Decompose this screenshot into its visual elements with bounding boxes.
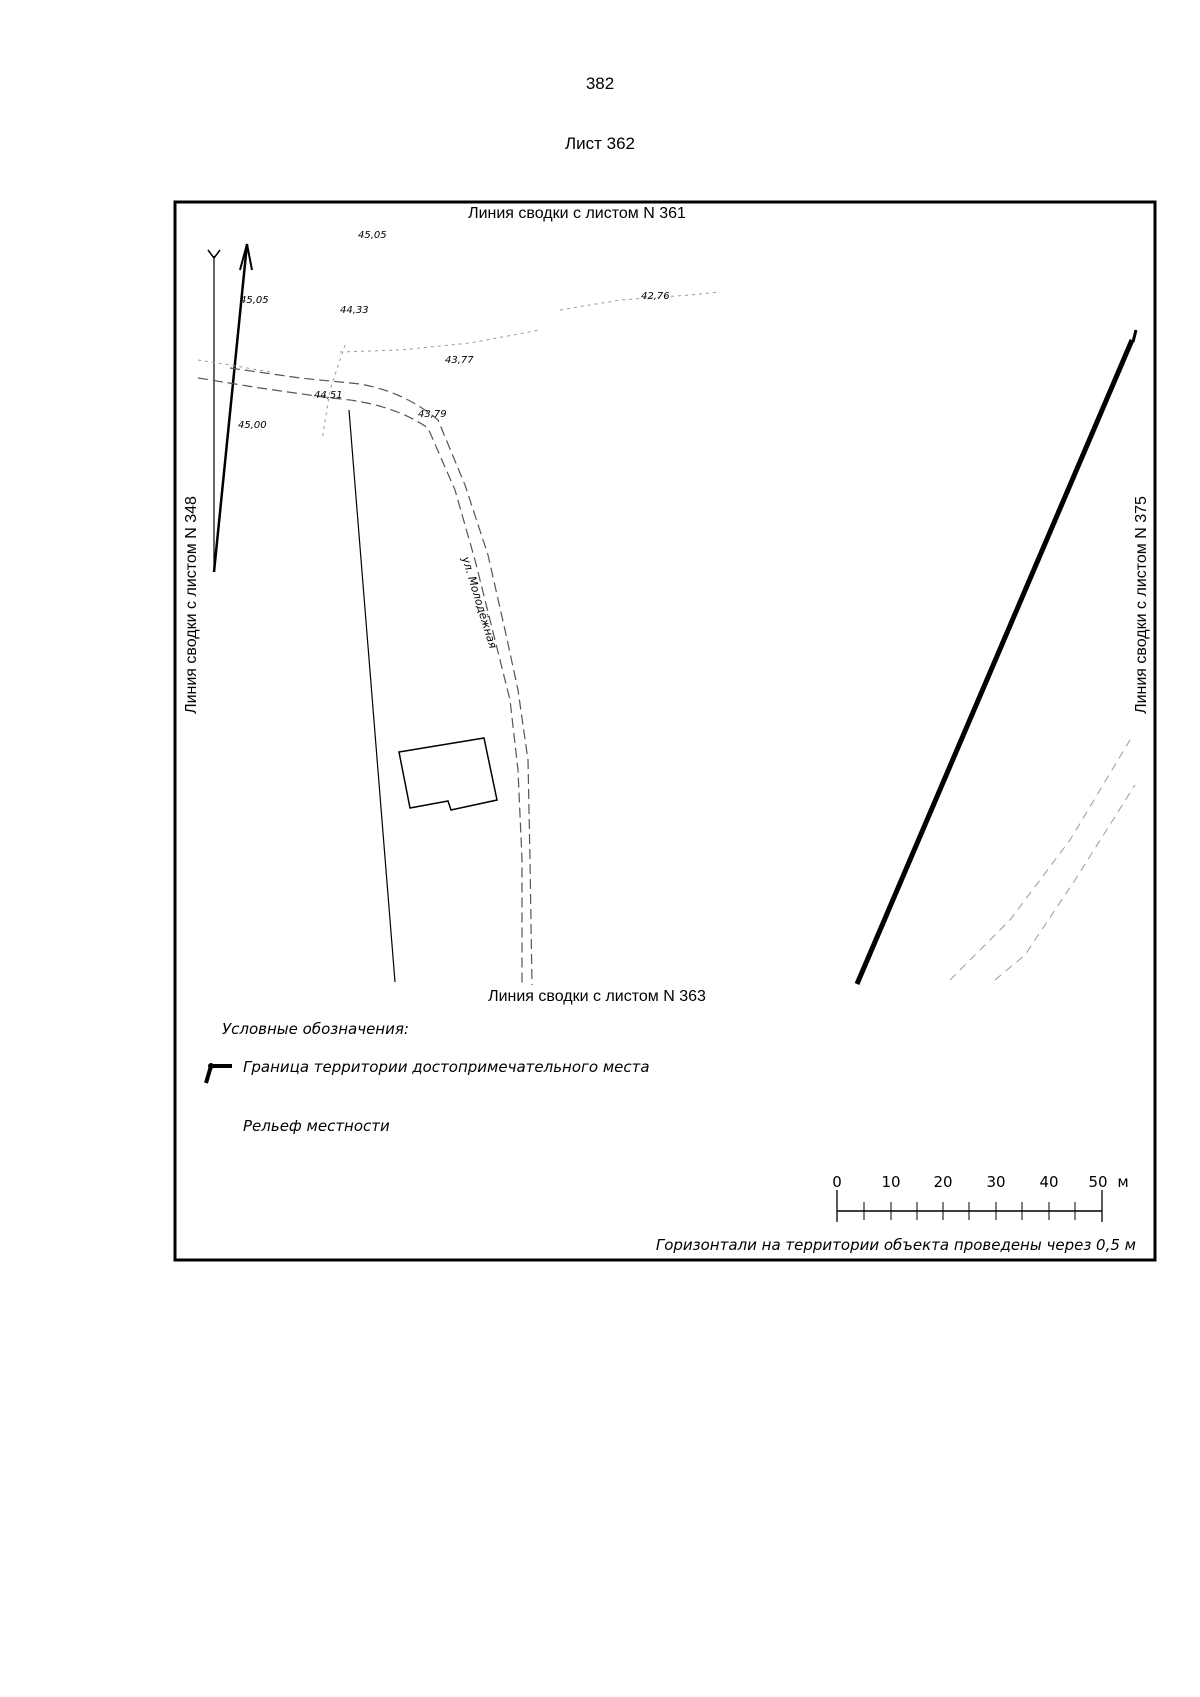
scale-tick-label: 40 [1039, 1173, 1059, 1191]
scale-tick-label: 50 [1088, 1173, 1108, 1191]
contour-note: Горизонтали на территории объекта проведены через 0,5 м [655, 1236, 1136, 1254]
scale-unit: м [1117, 1173, 1129, 1191]
scale-tick-label: 0 [832, 1173, 842, 1191]
elevation-marks [238, 230, 670, 431]
parcel-line [349, 410, 395, 982]
sheet-title: Лист 362 [564, 134, 636, 153]
elevation-label: 45,05 [240, 295, 269, 306]
elevation-label: 43,79 [418, 409, 447, 420]
relief-lines-lower-right [950, 740, 1135, 980]
boundary-legend-icon [206, 1063, 232, 1083]
elevation-label: 44,51 [314, 390, 343, 401]
street-road [198, 368, 532, 985]
building-outline [399, 738, 497, 810]
edge-label-right: Линия сводки с листом N 375 [1133, 496, 1150, 714]
heritage-boundary-end [1133, 330, 1136, 342]
scale-tick-label: 10 [881, 1173, 901, 1191]
legend-item-boundary: Граница территории достопримечательного места [243, 1058, 650, 1076]
elevation-label: 42,76 [641, 291, 670, 302]
legend-title: Условные обозначения: [222, 1020, 409, 1038]
legend-item-relief: Рельеф местности [243, 1117, 390, 1135]
edge-label-left: Линия сводки с листом N 348 [183, 496, 200, 714]
edge-label-top: Линия сводки с листом N 361 [468, 205, 686, 222]
scale-tick-label: 30 [986, 1173, 1006, 1191]
scale-tick-label: 20 [933, 1173, 953, 1191]
elevation-label: 45,05 [358, 230, 387, 241]
edge-label-bottom: Линия сводки с листом N 363 [488, 988, 706, 1005]
elevation-label: 43,77 [445, 355, 474, 366]
map-frame [175, 202, 1155, 1260]
elevation-label: 45,00 [238, 420, 267, 431]
scale-bar [832, 1173, 1128, 1222]
north-arrow-icon [208, 244, 252, 572]
relief-lines [198, 292, 720, 440]
elevation-label: 44,33 [340, 305, 369, 316]
heritage-boundary-line [857, 340, 1132, 984]
street-name: ул. Молодёжная [459, 555, 500, 651]
page-number: 382 [585, 74, 615, 93]
